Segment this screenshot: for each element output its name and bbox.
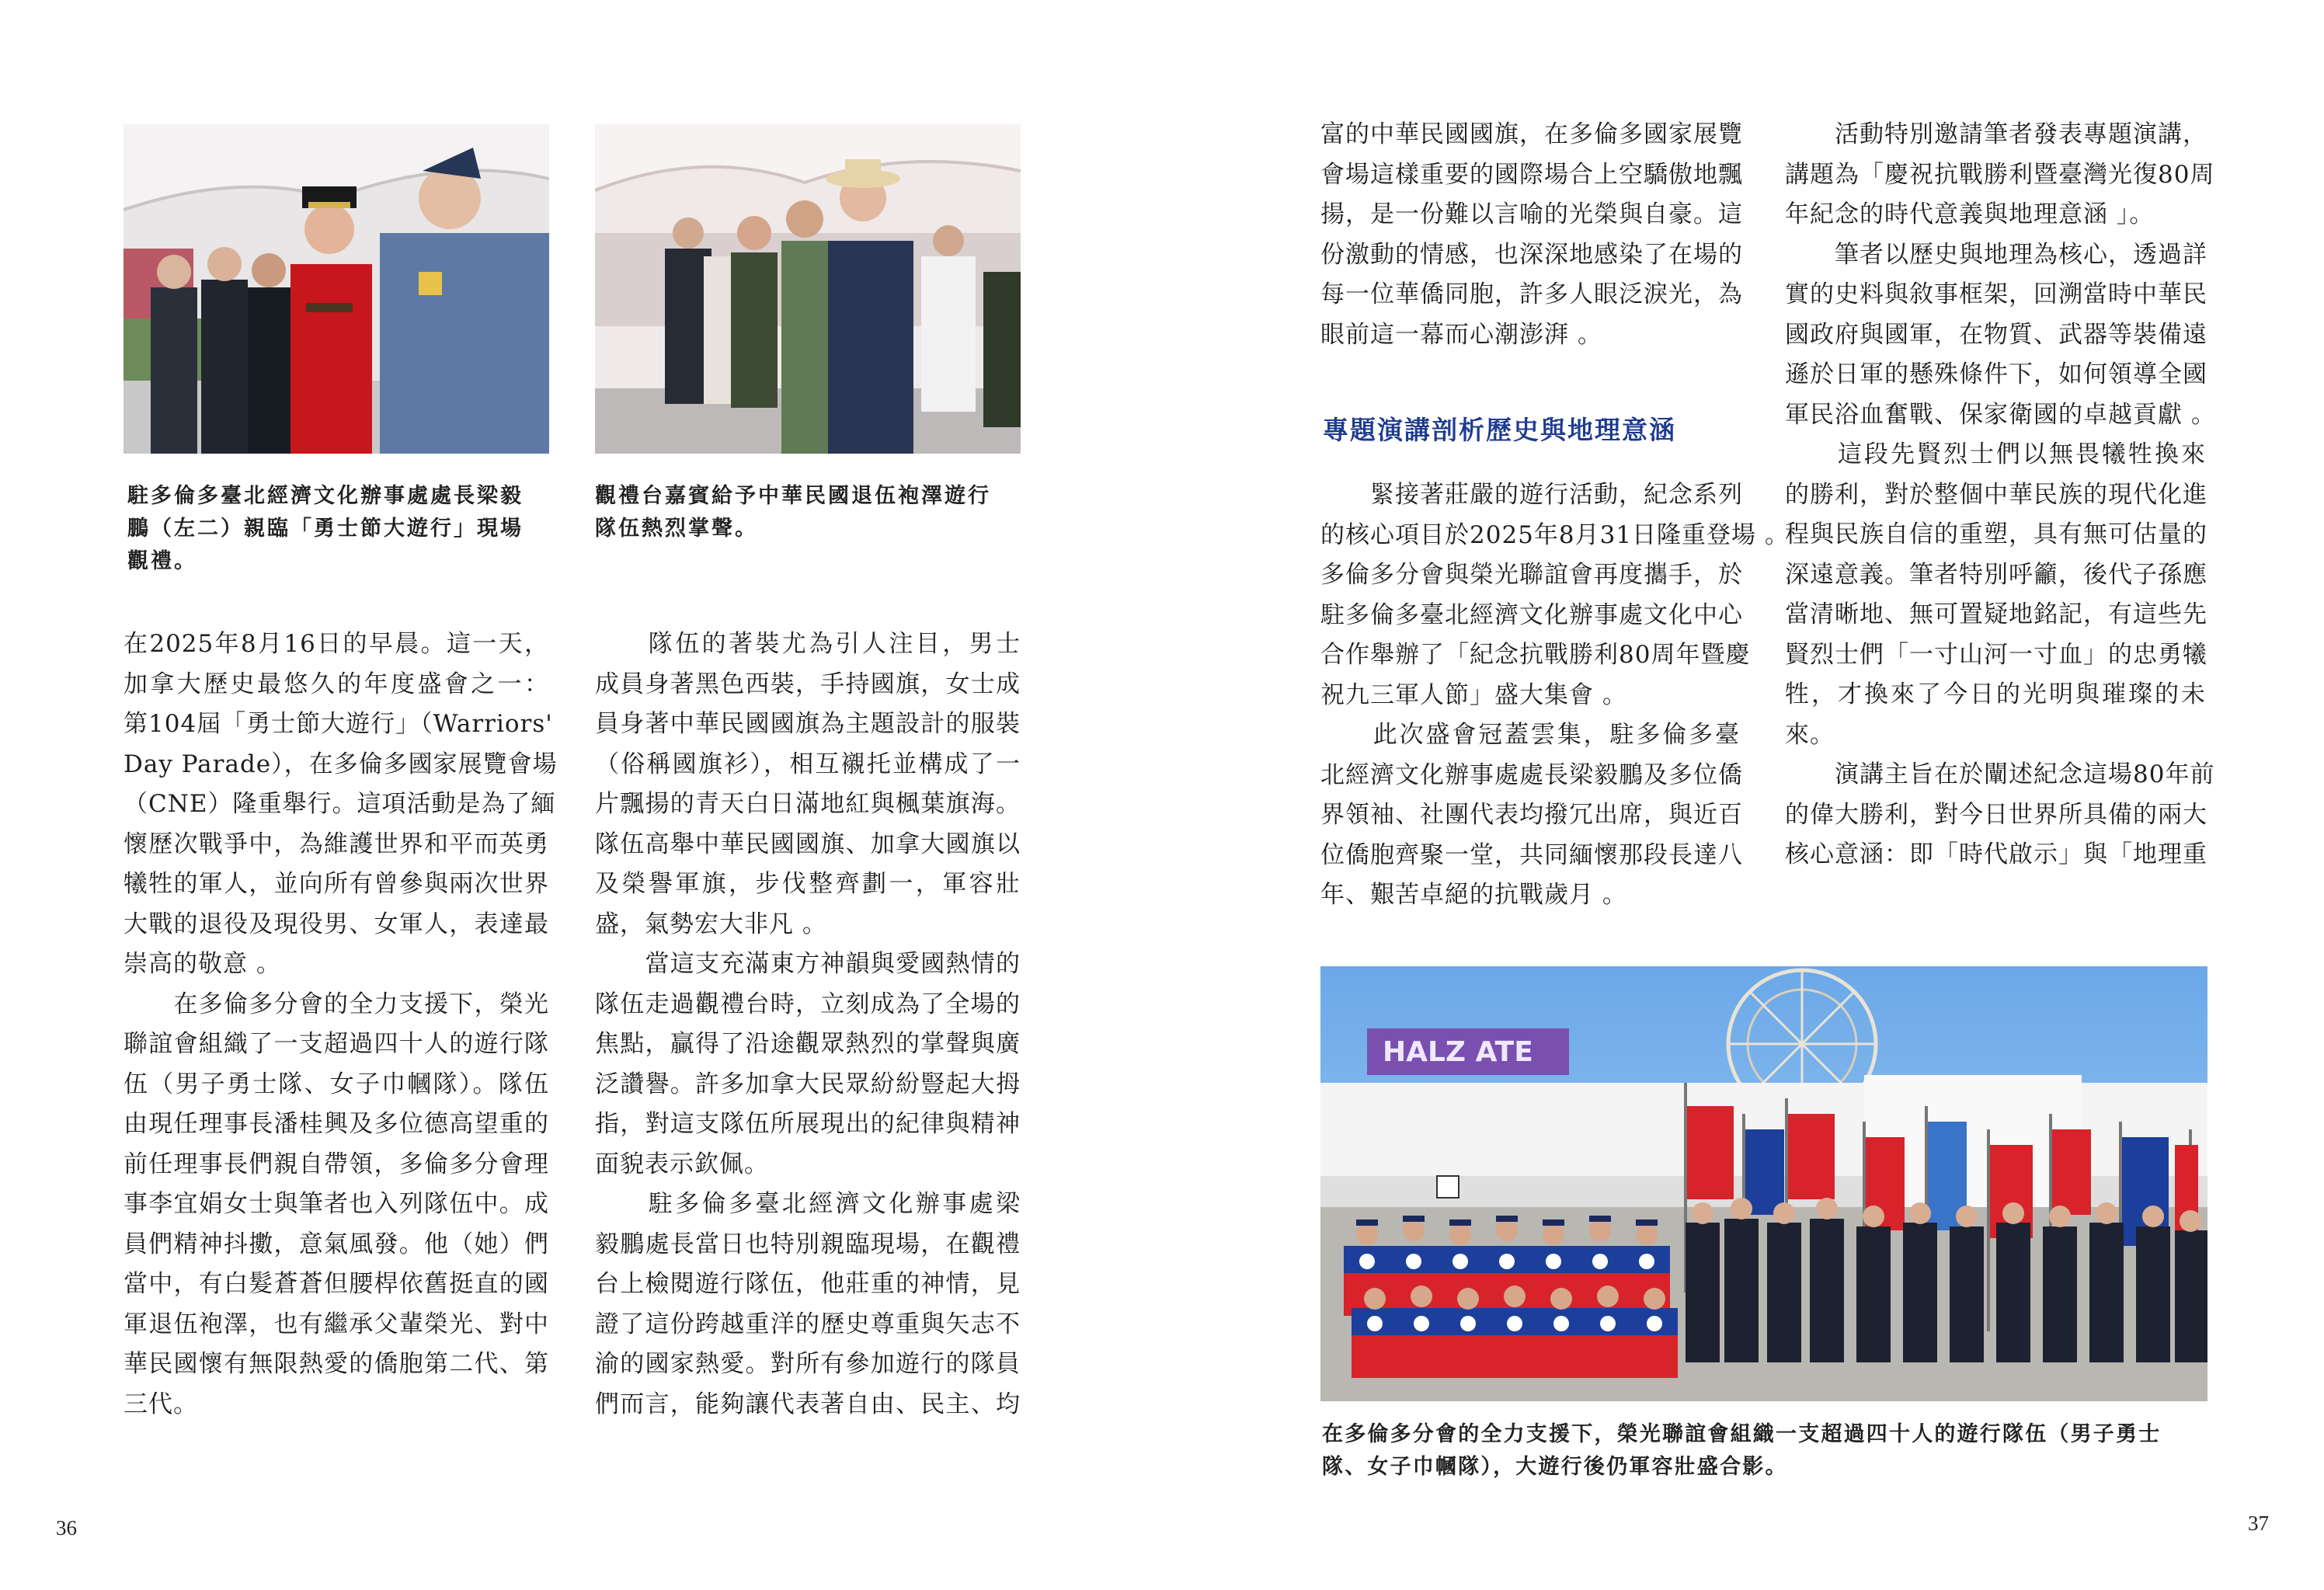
page-number-left: 36 [56,1516,77,1540]
text-line: 富的中華民國國旗，在多倫多國家展覽 [1320,120,1743,148]
photo-guests-applauding [595,124,1021,454]
text-line: 的偉大勝利，對今日世界所具備的兩大 [1785,800,2207,829]
text-line: 隊伍的著裝尤為引人注目，男士 [595,630,1021,658]
text-line: 揚，是一份難以言喻的光榮與自豪。這 [1320,200,1743,228]
caption-line: 鵬（左二）親臨「勇士節大遊行」現場 [127,517,524,541]
page-number-right: 37 [2248,1512,2269,1535]
text-line: 由現任理事長潘桂興及多位德高望重的 [124,1110,549,1138]
photo2-caption [595,480,1030,545]
text-column-2 [595,625,1021,1425]
text-line: 合作舉辦了「紀念抗戰勝利80周年暨慶 [1320,641,1751,669]
text-line: 每一位華僑同胞，許多人眼泛淚光，為 [1320,280,1743,308]
text-line: 份激動的情感，也深深地感染了在場的 [1320,240,1743,269]
section-heading: 專題演講剖析歷史與地理意涵 [1323,415,1676,445]
text-line: 位僑胞齊聚一堂，共同緬懷那段長達八 [1320,840,1743,869]
text-line: 聯誼會組織了一支超過四十人的遊行隊 [124,1030,549,1058]
text-line: 第104屆「勇士節大遊行」（Warriors' [124,710,553,738]
text-line: 當這支充滿東方神韻與愛國熱情的 [595,950,1021,978]
text-line: 大戰的退役及現役男、女軍人，表達最 [124,910,549,938]
caption-line: 觀禮台嘉賓給予中華民國退伍袍澤遊行 [595,484,991,508]
text-column-3-bottom [1320,475,1790,916]
text-line: 泛讚譽。許多加拿大民眾紛紛豎起大拇 [595,1070,1021,1098]
photo3-caption [1322,1418,2223,1484]
caption-line: 隊伍熱烈掌聲。 [595,517,758,541]
text-line: 牲，才換來了今日的光明與璀璨的未 [1785,680,2206,708]
text-line: 祝九三軍人節」盛大集會 。 [1320,680,1627,709]
text-line: 盛，氣勢宏大非凡 。 [595,910,827,938]
text-line: 伍（男子勇士隊、女子巾幗隊）。隊伍 [124,1070,549,1098]
text-line: 們而言，能夠讓代表著自由、民主、均 [595,1390,1021,1418]
text-line: 深遠意義。筆者特別呼籲，後代子孫應 [1785,560,2207,589]
text-line: 員身著中華民國國旗為主題設計的服裝 [595,710,1021,738]
text-line: 毅鵬處長當日也特別親臨現場，在觀禮 [595,1230,1021,1258]
text-line: 界領袖、社團代表均撥冗出席，與近百 [1320,801,1743,829]
caption-line: 隊、女子巾幗隊），大遊行後仍軍容壯盛合影。 [1322,1455,1788,1479]
text-line: 成員身著黑色西裝，手持國旗，女士成 [595,670,1021,698]
text-line: 懷歷次戰爭中，為維護世界和平而英勇 [124,830,549,858]
text-line: 軍民浴血奮戰、保家衛國的卓越貢獻 。 [1785,400,2216,429]
text-line: 這段先賢烈士們以無畏犧牲換來 [1785,440,2206,468]
text-line: 台上檢閱遊行隊伍，他莊重的神情，見 [595,1270,1021,1298]
text-line: 隊伍走過觀禮台時，立刻成為了全場的 [595,990,1021,1018]
text-line: 證了這份跨越重洋的歷史尊重與矢志不 [595,1310,1021,1338]
text-line: 前任理事長們親自帶領，多倫多分會理 [124,1150,549,1178]
ride-sign-text: HALZ ATE [1383,1036,1533,1068]
photo1-caption [127,480,562,578]
text-line: 犧牲的軍人，並向所有曾參與兩次世界 [124,870,549,898]
text-line: 的勝利，對於整個中華民族的現代化進 [1785,480,2207,509]
text-line: 事李宜娟女士與筆者也入列隊伍中。成 [124,1190,549,1218]
text-line: （CNE）隆重舉行。這項活動是為了緬 [124,790,556,818]
text-line: 會場這樣重要的國際場合上空驕傲地飄 [1320,160,1743,189]
text-column-1 [124,625,558,1425]
text-column-3-top [1320,115,1743,355]
text-line: 來。 [1785,720,1835,749]
text-line: 講題為「慶祝抗戰勝利暨臺灣光復80周 [1785,160,2215,189]
text-line: 軍退伍袍澤，也有繼承父輩榮光、對中 [124,1310,549,1338]
text-line: 面貌表示欽佩。 [595,1150,769,1178]
text-line: 演講主旨在於闡述紀念這場80年前 [1785,760,2215,788]
text-line: 眼前這一幕而心潮澎湃 。 [1320,320,1602,349]
caption-line: 駐多倫多臺北經濟文化辦事處處長梁毅 [127,484,524,508]
text-line: （俗稱國旗衫），相互襯托並構成了一 [595,750,1021,778]
text-line: 活動特別邀請筆者發表專題演講， [1785,120,2207,148]
text-line: 賢烈士們「一寸山河一寸血」的忠勇犧 [1785,640,2207,669]
text-line: 當清晰地、無可置疑地銘記，有這些先 [1785,600,2207,628]
text-line: 核心意涵：即「時代啟示」與「地理重 [1785,840,2207,868]
text-line: 年、艱苦卓絕的抗戰歲月 。 [1320,881,1627,909]
text-line: 加拿大歷史最悠久的年度盛會之一： [124,670,549,698]
text-line: 駐多倫多臺北經濟文化辦事處文化中心 [1320,600,1743,629]
text-line: 崇高的敬意 。 [124,950,281,978]
text-column-4 [1785,115,2216,875]
text-line: 的核心項目於2025年8月31日隆重登場 。 [1320,520,1790,549]
text-line: 在2025年8月16日的早晨。這一天， [124,630,549,658]
text-line: 指，對這支隊伍所展現出的紀律與精神 [595,1110,1021,1138]
text-line: Day Parade），在多倫多國家展覽會場 [124,750,558,778]
text-line: 北經濟文化辦事處處長梁毅鵬及多位僑 [1320,760,1743,789]
text-line: 渝的國家熱愛。對所有參加遊行的隊員 [595,1350,1021,1378]
text-line: 當中，有白髮蒼蒼但腰桿依舊挺直的國 [124,1270,549,1298]
text-line: 員們精神抖擻，意氣風發。他（她）們 [124,1230,549,1258]
photo-officials-reviewing [124,124,549,454]
caption-line: 在多倫多分會的全力支援下，榮光聯誼會組織一支超過四十人的遊行隊伍（男子勇士 [1322,1422,2162,1446]
text-line: 駐多倫多臺北經濟文化辦事處梁 [595,1190,1021,1218]
text-line: 年紀念的時代意義與地理意涵 」。 [1785,200,2155,228]
text-line: 三代。 [124,1390,198,1418]
text-line: 此次盛會冠蓋雲集，駐多倫多臺 [1320,721,1740,749]
text-line: 多倫多分會與榮光聯誼會再度攜手，於 [1320,561,1743,589]
text-line: 隊伍高舉中華民國國旗、加拿大國旗以 [595,830,1021,858]
text-line: 緊接著莊嚴的遊行活動，紀念系列 [1320,481,1743,509]
text-line: 在多倫多分會的全力支援下，榮光 [124,990,549,1018]
text-line: 實的史料與敘事框架，回溯當時中華民 [1785,280,2207,308]
text-line: 程與民族自信的重塑，具有無可估量的 [1785,520,2207,548]
caption-line: 觀禮。 [127,549,197,573]
text-line: 焦點，贏得了沿途觀眾熱烈的掌聲與廣 [595,1030,1021,1058]
text-line: 遜於日軍的懸殊條件下，如何領導全國 [1785,360,2207,388]
text-line: 片飄揚的青天白日滿地紅與楓葉旗海。 [595,790,1021,818]
text-line: 國政府與國軍，在物質、武器等裝備遠 [1785,320,2207,349]
photo-group-parade [1320,966,2207,1401]
text-line: 及榮譽軍旗，步伐整齊劃一，軍容壯 [595,870,1021,898]
text-line: 華民國懷有無限熱愛的僑胞第二代、第 [124,1350,549,1378]
text-line: 筆者以歷史與地理為核心，透過詳 [1785,240,2207,269]
